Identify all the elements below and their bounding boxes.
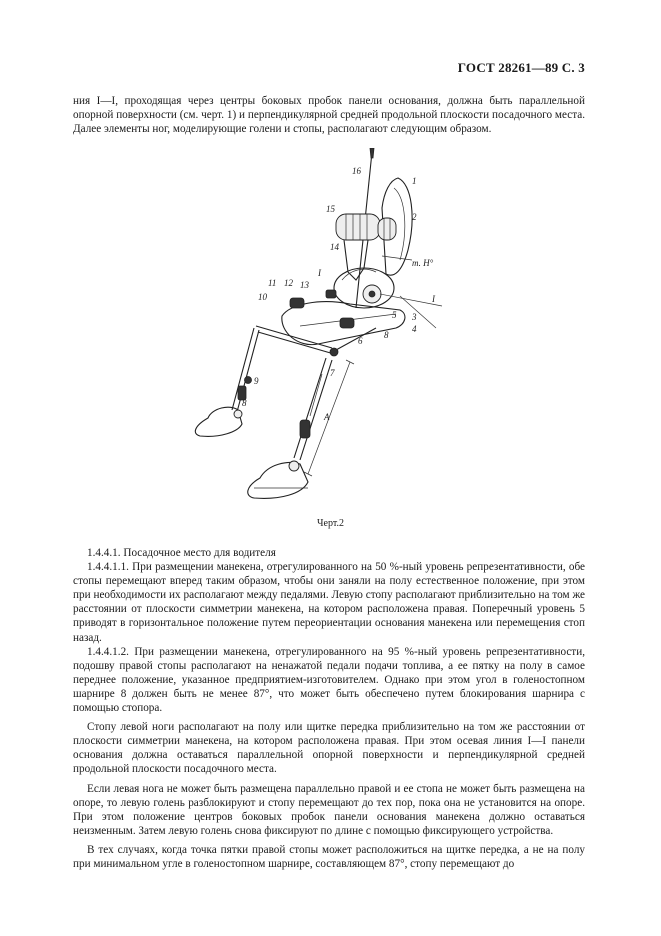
svg-text:12: 12 (284, 278, 293, 288)
svg-text:т. Н°: т. Н° (412, 258, 434, 268)
paragraph-1-4-4-1-2: 1.4.4.1.2. При размещении манекена, отрегулированного на 95 %-ный уровень репрезентативности, подошву правой стопы располагают на ненажатой педали подачи топлива, а ее пятку на полу в самое переднее положение, указанное предприятием-изготовителем. Однако при этом угол в голеностопном шарнире 8 должен быть не менее 87°, что может быть обеспечено путем блокирования шарнира с помощью стопора. (73, 645, 585, 715)
svg-text:1: 1 (412, 176, 417, 186)
hip-center (369, 291, 375, 297)
svg-text:4: 4 (412, 324, 417, 334)
svg-text:А: А (324, 412, 330, 422)
paragraph-1-4-4-1-1: 1.4.4.1.1. При размещении манекена, отрегулированного на 50 %-ный уровень репрезентативности, обе стопы перемещают вперед таким образом, чтобы они заняли на полу естественное положение, при этом при необходимости их располагают между педалями. Левую стопу располагают приблизительно на том же расстоянии от плоскости симметрии манекена, на котором расположена правая. Поперечный уровень 5 приводят в горизонтальное положение путем переориентации основания манекена или перемещения стоп назад. (73, 561, 585, 644)
paragraph-left-foot: Стопу левой ноги располагают на полу или щитке передка приблизительно на том же расстоянии от плоскости симметрии манекена, на котором расположена правая. При этом осевая линия I—I панели основания должна оставаться параллельной опорной поверхности и перпендикулярной средней продольной плоскости посадочного места. (73, 721, 585, 776)
figure-caption: Черт.2 (317, 518, 344, 529)
page-header: ГОСТ 28261—89 С. 3 (457, 60, 585, 75)
svg-text:7: 7 (330, 368, 335, 378)
knee-joint (330, 348, 338, 356)
svg-text:5: 5 (392, 310, 397, 320)
svg-text:16: 16 (352, 166, 361, 176)
svg-text:10: 10 (258, 292, 267, 302)
left-leg (195, 328, 259, 436)
svg-text:I: I (318, 268, 321, 278)
svg-text:2: 2 (412, 212, 417, 222)
figure-manikin-drawing (150, 148, 450, 518)
h-point-leader (382, 256, 412, 260)
back-support (344, 240, 368, 280)
paragraph-heel-point: В тех случаях, когда точка пятки правой стопы может расположиться на щитке передка, а не на полу при минимальном угле в голеностопном шарнире, составляющем 87°, стопу перемещают до (73, 843, 585, 870)
right-leg (248, 358, 332, 498)
svg-text:11: 11 (268, 278, 277, 288)
section-heading: 1.4.4.1. Посадочное место для водителя (87, 547, 276, 559)
seat-weights (290, 290, 354, 328)
top-paragraph (73, 94, 585, 136)
pelvis-disk (334, 268, 394, 308)
svg-text:I: I (432, 294, 435, 304)
svg-text:6: 6 (358, 336, 363, 346)
paragraph-continuation: ния I—I, проходящая через центры боковых пробок панели основания, должна быть параллельной опорной поверхности (см. черт. 1) и перпендикулярной средней продольной плоскости посадочного места. Далее элементы ног, моделирующие голени и стопы, располагают следующим образом. (73, 95, 585, 136)
svg-text:8: 8 (384, 330, 389, 340)
paragraph-left-leg-unlock: Если левая нога не может быть размещена параллельно правой и ее стопа не может быть размещена на опоре, то левую голень разблокируют и стопу перемещают до тех пор, пока она не установится на опоре. При этом положение центров боковых пробок панели основания манекена должно оставаться неизменным. Затем левую голень снова фиксируют по длине с помощью фиксирующего устройства. (73, 782, 585, 837)
svg-text:13: 13 (300, 280, 309, 290)
probe-tip (370, 148, 374, 158)
figure-callouts (242, 166, 436, 422)
svg-text:9: 9 (254, 376, 259, 386)
reference-line-3 (400, 296, 436, 328)
svg-text:15: 15 (326, 204, 335, 214)
svg-text:8: 8 (242, 398, 247, 408)
svg-text:3: 3 (412, 312, 417, 322)
svg-text:14: 14 (330, 242, 339, 252)
torso-weights (336, 214, 396, 240)
manikin-illustration (150, 148, 450, 518)
body-text (73, 546, 585, 871)
thigh-bar-left (256, 326, 332, 348)
